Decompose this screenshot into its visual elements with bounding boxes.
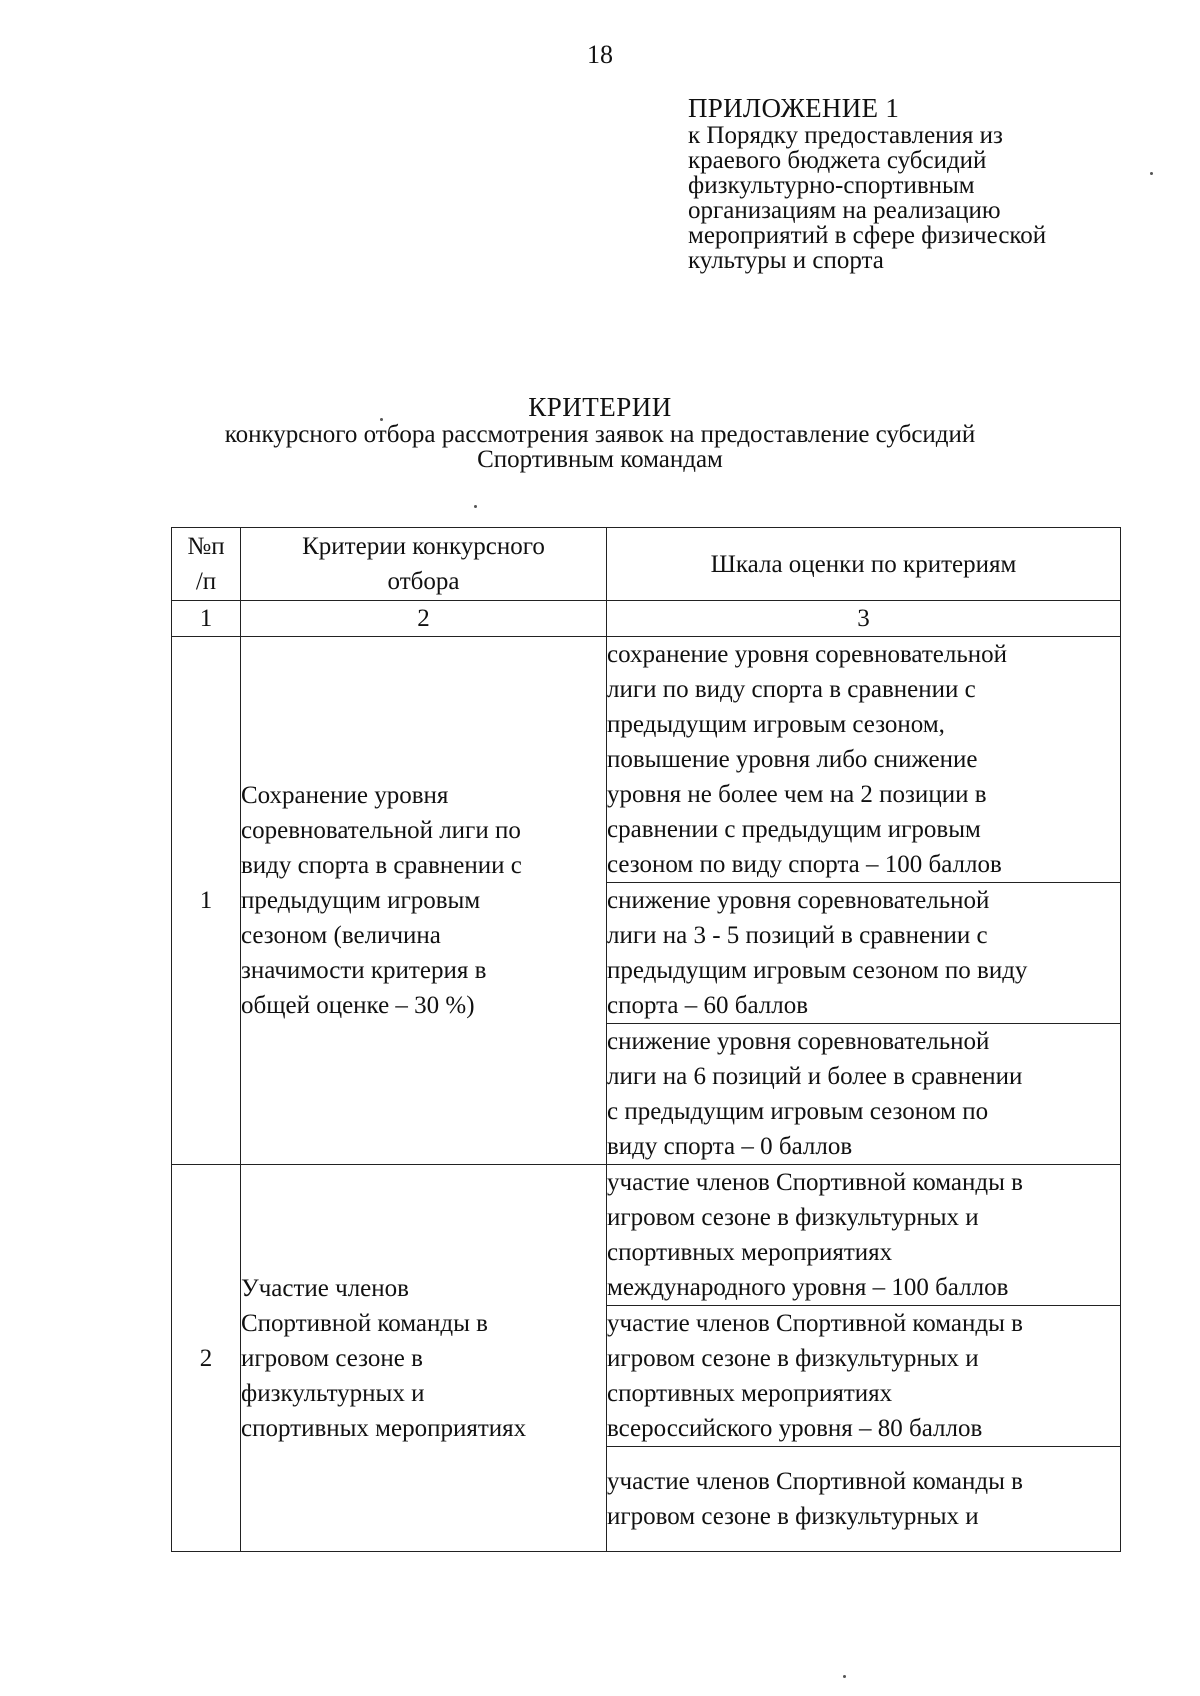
scale-line: лиги на 3 - 5 позиций в сравнении с [607, 922, 988, 949]
scan-speck [1150, 172, 1153, 175]
page-number: 18 [587, 40, 613, 69]
scale-line: снижение уровня соревновательной [607, 887, 990, 914]
criterion-line: сезоном (величина [241, 922, 441, 949]
scale-line: лиги на 6 позиций и более в сравнении [607, 1063, 1023, 1090]
criterion-line: соревновательной лиги по [241, 817, 521, 844]
scale-line: всероссийского уровня – 80 баллов [607, 1415, 983, 1442]
scale-cell [607, 637, 1121, 883]
appendix-block [688, 93, 1148, 273]
table-index-row [172, 601, 1121, 637]
criterion-line: виду спорта в сравнении с [241, 852, 522, 879]
criterion-line: Спортивной команды в [241, 1309, 488, 1337]
scale-cell [607, 1165, 1121, 1306]
scale-line: повышение уровня либо снижение [607, 746, 978, 773]
scale-cell [607, 883, 1121, 1024]
scale-line: уровня не более чем на 2 позиции в [607, 781, 987, 808]
scale-line: спортивных мероприятиях [607, 1239, 893, 1266]
scale-line: участие членов Спортивной команды в [607, 1468, 1023, 1495]
scale-cell [607, 1306, 1121, 1447]
scan-speck [380, 418, 383, 421]
scale-cell [607, 1024, 1121, 1165]
criterion-line: Участие членов [241, 1274, 409, 1302]
scale-line: игровом сезоне в физкультурных и [607, 1503, 979, 1530]
scale-cell [607, 1447, 1121, 1552]
criterion-line: Сохранение уровня [241, 782, 449, 809]
header-number-line: №п [187, 533, 225, 560]
appendix-line: организациям на реализацию [688, 197, 1001, 224]
column-index: 1 [172, 601, 241, 637]
scale-line: сохранение уровня соревновательной [607, 641, 1008, 668]
heading-subtitle-2: Спортивным командам [477, 446, 723, 473]
scale-line: спортивных мероприятиях [607, 1380, 893, 1407]
scale-line: сезоном по виду спорта – 100 баллов [607, 851, 1002, 878]
scan-speck [474, 505, 477, 508]
scale-line: сравнении с предыдущим игровым [607, 816, 981, 843]
criterion-line: спортивных мероприятиях [241, 1414, 527, 1442]
column-index: 2 [241, 601, 607, 637]
row-number: 2 [172, 1165, 241, 1552]
scale-line: игровом сезоне в физкультурных и [607, 1204, 979, 1231]
scale-line: участие членов Спортивной команды в [607, 1310, 1023, 1337]
scale-line: игровом сезоне в физкультурных и [607, 1345, 979, 1372]
scale-line: предыдущим игровым сезоном по виду [607, 957, 1028, 984]
table-row [172, 1165, 1121, 1306]
header-number-line: /п [195, 568, 217, 595]
header-criteria-line: Критерии конкурсного [302, 533, 545, 560]
appendix-line: культуры и спорта [688, 247, 884, 274]
table-header-row [172, 528, 1121, 601]
appendix-line: мероприятий в сфере физической [688, 222, 1047, 249]
header-number [172, 528, 241, 601]
scale-line: предыдущим игровым сезоном, [607, 711, 945, 738]
scale-line: с предыдущим игровым сезоном по [607, 1098, 989, 1125]
heading-title: КРИТЕРИИ [528, 392, 672, 422]
scale-line: спорта – 60 баллов [607, 992, 809, 1019]
appendix-line: краевого бюджета субсидий [688, 147, 987, 174]
criterion-line: значимости критерия в [241, 957, 487, 984]
scale-line: участие членов Спортивной команды в [607, 1169, 1023, 1196]
header-criteria-line: отбора [387, 568, 460, 595]
heading-subtitle: конкурсного отбора рассмотрения заявок на предоставление субсидий [224, 421, 976, 448]
header-scale: Шкала оценки по критериям [607, 528, 1121, 601]
criterion-line: предыдущим игровым [241, 887, 481, 914]
criterion-line: общей оценке – 30 %) [241, 992, 475, 1019]
scale-line: виду спорта – 0 баллов [607, 1133, 853, 1160]
table-row [172, 637, 1121, 883]
scale-line: лиги по виду спорта в сравнении с [607, 676, 976, 703]
appendix-title: ПРИЛОЖЕНИЕ 1 [688, 93, 900, 123]
criteria-table [171, 527, 1121, 1552]
row-number: 1 [172, 637, 241, 1165]
criterion-cell [241, 637, 607, 1165]
appendix-line: к Порядку предоставления из [688, 122, 1003, 149]
scale-line: международного уровня – 100 баллов [607, 1274, 1009, 1301]
scan-speck [843, 1675, 846, 1678]
criterion-cell [241, 1165, 607, 1552]
header-criteria [241, 528, 607, 601]
column-index: 3 [607, 601, 1121, 637]
scale-line: снижение уровня соревновательной [607, 1028, 990, 1055]
criterion-line: игровом сезоне в [241, 1344, 423, 1372]
criterion-line: физкультурных и [241, 1379, 425, 1407]
document-heading [0, 392, 1200, 472]
appendix-line: физкультурно-спортивным [688, 172, 975, 199]
